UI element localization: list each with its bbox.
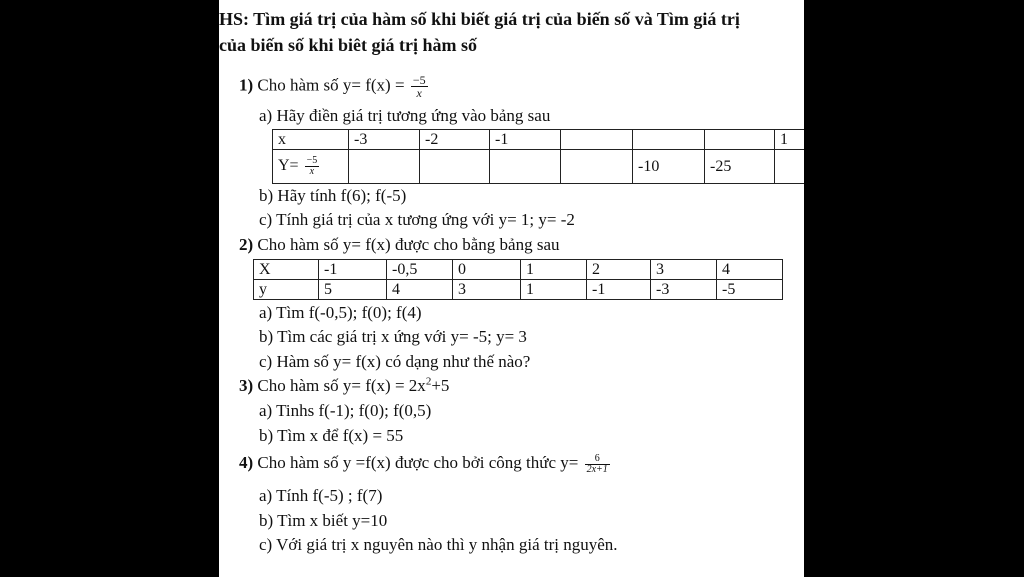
fraction-numerator: 6 <box>585 454 610 465</box>
fraction-denominator: x <box>416 86 422 100</box>
table-cell: -2 <box>420 130 490 150</box>
question-3 <box>239 375 449 397</box>
fraction-numerator: −5 <box>412 73 426 87</box>
table-row <box>254 280 783 300</box>
table-cell: x <box>273 130 349 150</box>
table-cell: -3 <box>651 280 717 300</box>
question-2 <box>239 234 560 256</box>
question-2-part-b: b) Tìm các giá trị x ứng với y= -5; y= 3 <box>259 327 527 346</box>
question-4-part-c: c) Với giá trị x nguyên nào thì y nhận giá trị nguyên. <box>259 535 618 554</box>
table-cell: -25 <box>705 150 775 184</box>
table-cell: 2 <box>587 260 651 280</box>
worksheet-title-line1: HS: Tìm giá trị của hàm số khi biết giá trị của biến số và Tìm giá trị <box>219 9 740 29</box>
y-label-text: Y= <box>278 157 299 175</box>
table-cell: -3 <box>349 130 420 150</box>
question-4-fraction <box>585 454 610 475</box>
question-1-text: Cho hàm số y= f(x) = <box>257 75 405 95</box>
table-cell <box>420 150 490 184</box>
table-cell: -1 <box>587 280 651 300</box>
table-cell: 5 <box>319 280 387 300</box>
question-1 <box>239 74 430 99</box>
table-cell: 1 <box>521 260 587 280</box>
question-2-table <box>253 259 783 300</box>
table-cell <box>561 130 633 150</box>
question-2-text: Cho hàm số y= f(x) được cho bằng bảng sau <box>257 235 560 254</box>
worksheet-page <box>219 0 804 577</box>
table-cell <box>561 150 633 184</box>
question-4-text: Cho hàm số y =f(x) được cho bởi công thức y= <box>257 453 579 472</box>
table-cell: -1 <box>319 260 387 280</box>
question-1-part-a: a) Hãy điền giá trị tương ứng vào bảng sau <box>259 106 551 125</box>
question-1-number: 1) <box>239 75 254 95</box>
table-cell: 4 <box>387 280 453 300</box>
table-cell: X <box>254 260 319 280</box>
table-cell <box>349 150 420 184</box>
table-cell: 1 <box>775 130 805 150</box>
question-1-part-c: c) Tính giá trị của x tương ứng với y= 1; y= -2 <box>259 210 575 229</box>
question-2-part-a: a) Tìm f(-0,5); f(0); f(4) <box>259 303 422 322</box>
question-4 <box>239 452 612 475</box>
table-row <box>273 150 805 184</box>
question-4-number: 4) <box>239 453 254 472</box>
table-cell: 3 <box>453 280 521 300</box>
table-cell: 1 <box>521 280 587 300</box>
question-1-table <box>272 129 804 184</box>
table-cell: -0,5 <box>387 260 453 280</box>
question-3-number: 3) <box>239 376 254 395</box>
question-2-number: 2) <box>239 235 254 254</box>
fraction-denominator: x <box>309 166 315 177</box>
question-3-part-a: a) Tinhs f(-1); f(0); f(0,5) <box>259 401 432 420</box>
fraction-denominator: 2x+1 <box>586 463 608 475</box>
table-cell: -1 <box>490 130 561 150</box>
question-4-part-a: a) Tính f(-5) ; f(7) <box>259 486 383 505</box>
table-cell: 0 <box>453 260 521 280</box>
table-cell: 3 <box>651 260 717 280</box>
question-1-part-b: b) Hãy tính f(6); f(-5) <box>259 186 407 205</box>
table-cell: -5 <box>717 280 783 300</box>
y-label-fraction <box>305 156 320 177</box>
table-cell-y-label <box>273 150 349 184</box>
table-cell <box>490 150 561 184</box>
question-4-part-b: b) Tìm x biết y=10 <box>259 511 388 530</box>
table-cell <box>633 130 705 150</box>
worksheet-title-line2: của biến số khi biêt giá trị hàm số <box>219 35 478 55</box>
question-3-part-b: b) Tìm x để f(x) = 55 <box>259 426 404 445</box>
question-1-fraction <box>411 74 428 99</box>
table-cell <box>705 130 775 150</box>
table-cell: 4 <box>717 260 783 280</box>
table-cell: -10 <box>633 150 705 184</box>
question-3-text: Cho hàm số y= f(x) = 2x <box>257 376 426 395</box>
question-2-part-c: c) Hàm số y= f(x) có dạng như thế nào? <box>259 352 531 371</box>
question-3-text-end: +5 <box>431 376 450 395</box>
question-3-exponent: 2 <box>425 375 432 388</box>
table-row <box>254 260 783 280</box>
table-cell <box>775 150 805 184</box>
table-row <box>273 130 805 150</box>
fraction-numerator: −5 <box>306 155 318 166</box>
table-cell: y <box>254 280 319 300</box>
